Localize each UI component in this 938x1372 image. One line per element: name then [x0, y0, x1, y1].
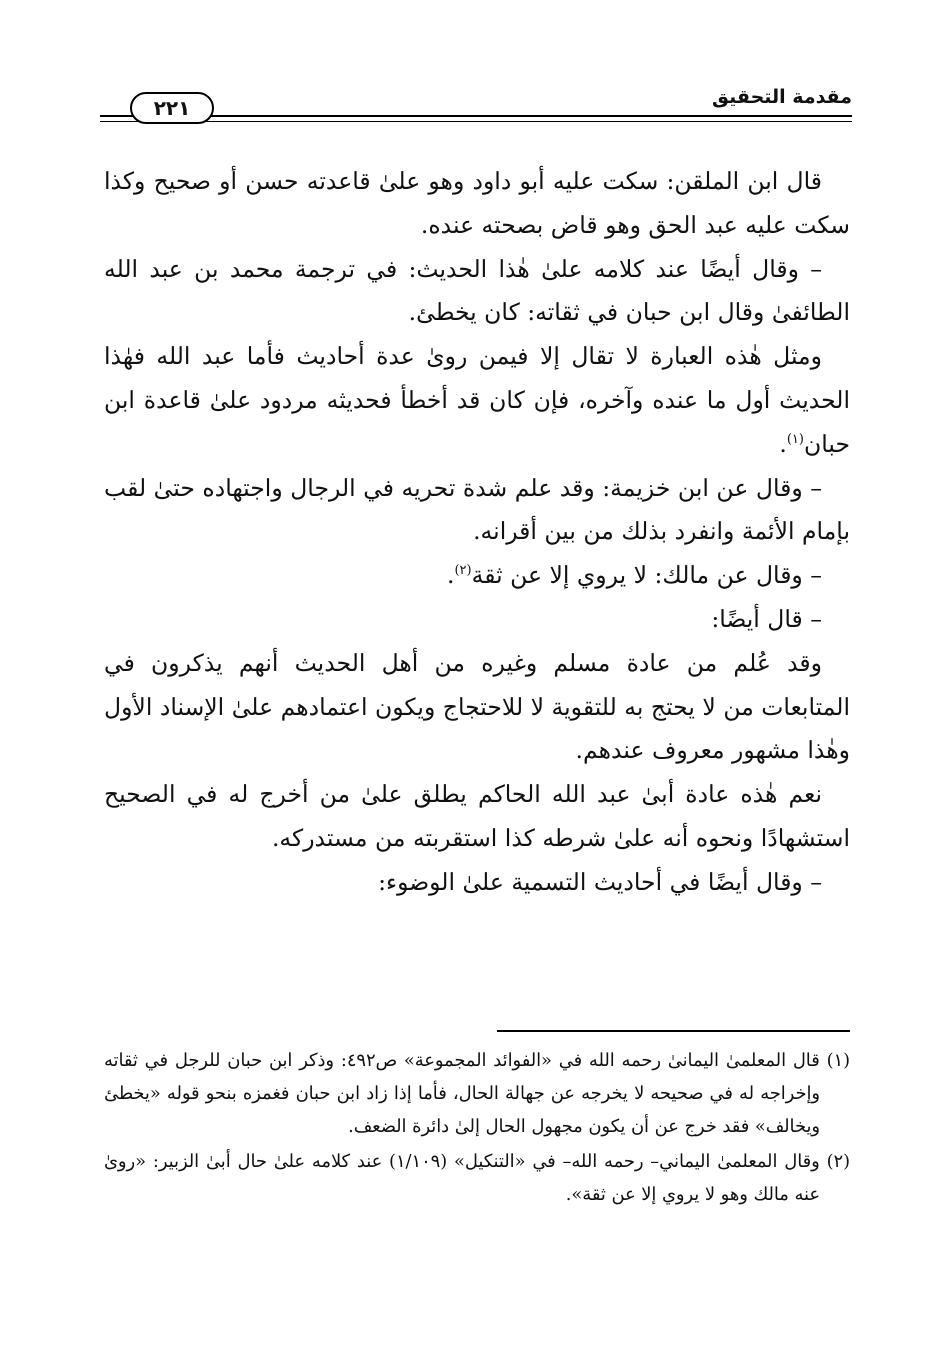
footnote-marker: (١): [826, 1050, 851, 1071]
footnote-separator: [497, 1030, 850, 1032]
footnotes: [104, 1044, 850, 1213]
paragraph-end: .: [779, 429, 787, 458]
footnote-1: [104, 1044, 850, 1143]
paragraph: – قال أيضًا:: [711, 604, 822, 633]
header-rule-thick: [100, 115, 852, 117]
paragraph: قال ابن الملقن: سكت عليه أبو داود وهو علىٰ قاعدته حسن أو صحيح وكذا سكت عليه عبد الحق وهو قاض بصحته عنده.: [104, 167, 850, 239]
running-title: مقدمة التحقيق: [712, 86, 852, 108]
paragraph: نعم هٰذه عادة أبىٰ عبد الله الحاكم يطلق علىٰ من أخرج له في الصحيح استشهادًا ونحوه أنه علىٰ شرطه كذا استقربته من مستدركه.: [104, 780, 850, 852]
paragraph-end: .: [446, 561, 455, 590]
footnote-marker: (٢): [826, 1151, 850, 1172]
header-rule-thin: [100, 121, 852, 122]
paragraph: – وقال عن ابن خزيمة: وقد علم شدة تحريه في الرجال واجتهاده حتىٰ لقب بإمام الأئمة وانفرد بذلك من بين أقرانه.: [104, 473, 850, 546]
footnote-2: [104, 1145, 850, 1211]
paragraph: [104, 554, 850, 598]
paragraph: [104, 335, 850, 466]
paragraph: – وقال أيضًا عند كلامه علىٰ هٰذا الحديث: في ترجمة محمد بن عبد الله الطائفىٰ وقال ابن حبان في ثقاته: كان يخطئ.: [104, 254, 850, 327]
page-number: ٢٢١: [130, 92, 214, 124]
page-header: [100, 84, 852, 130]
footnote-ref-2[interactable]: (٢): [454, 563, 472, 579]
footnote-ref-1[interactable]: (١): [786, 431, 804, 447]
paragraph: – وقال أيضًا في أحاديث التسمية علىٰ الوضوء:: [378, 867, 822, 896]
main-text: [104, 160, 850, 905]
footnote-text: وقال المعلمىٰ اليماني– رحمه الله– في «التنكيل» (١/١٠٩) عند كلامه علىٰ حال أبىٰ الزبير: «روىٰ عنه مالك وهو لا يروي إلا عن ثقة».: [104, 1151, 820, 1205]
paragraph-text: – وقال عن مالك: لا يروي إلا عن ثقة: [471, 561, 822, 590]
paragraph: وقد عُلم من عادة مسلم وغيره من أهل الحديث أنهم يذكرون في المتابعات من لا يحتج به للتقوية لا للاحتجاج ويكون اعتمادهم علىٰ الإسناد الأول وهٰذا مشهور معروف عندهم.: [104, 648, 850, 765]
footnote-text: قال المعلمىٰ اليمانىٰ رحمه الله في «الفوائد المجموعة» ص٤٩٢: وذكر ابن حبان للرجل في ثقاته وإخراجه له في صحيحه لا يخرجه عن جهالة الحال، فأما إذا زاد ابن حبان فغمزه بنحو قوله «يخطئ ويخالف» فقد خرج عن أن يكون مجهول الحال إلىٰ دائرة الضعف.: [104, 1050, 820, 1137]
paragraph-text: ومثل هٰذه العبارة لا تقال إلا فيمن روىٰ عدة أحاديث فأما عبد الله فهٰذا الحديث أول ما عنده وآخره، فإن كان قد أخطأ فحديثه مردود علىٰ قاعدة ابن حبان: [104, 342, 850, 458]
